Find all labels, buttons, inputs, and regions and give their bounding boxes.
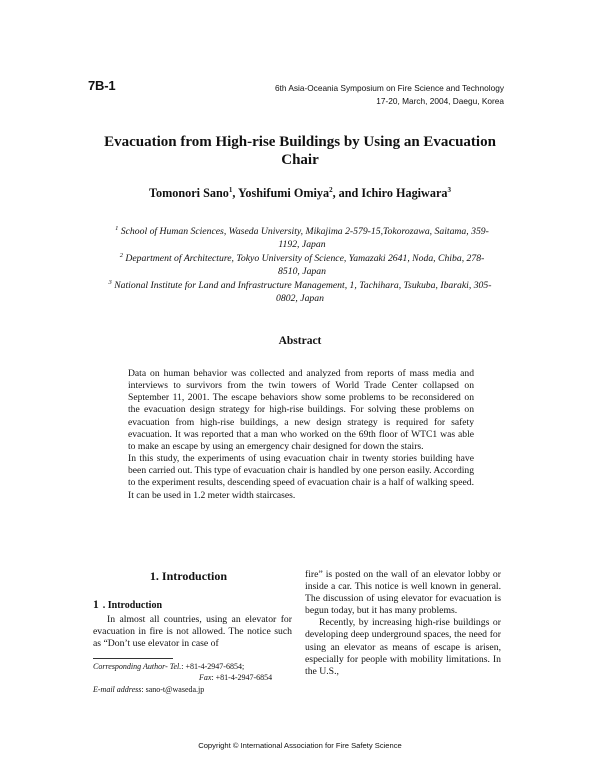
section-heading: 1. Introduction xyxy=(149,569,228,583)
affiliation-text: Department of Architecture, Tokyo University of Science, Yamazaki 2641, Noda, Chiba, 278-8510, Japan xyxy=(125,253,485,278)
footnote-email-row xyxy=(93,684,293,695)
affiliation-text: School of Human Sciences, Waseda University, Mikajima 2-579-15,Tokorozawa, Saitama, 359-1192, Japan xyxy=(120,226,489,251)
footnote-fax-row xyxy=(93,672,293,683)
conference-line-1: 6th Asia-Oceania Symposium on Fire Science and Technology xyxy=(274,83,504,93)
author-name: Ichiro Hagiwara xyxy=(361,186,448,201)
author-sup: 2 xyxy=(329,186,333,194)
affiliation xyxy=(112,222,492,252)
author-separator: , xyxy=(232,186,238,201)
abstract-paragraph: In this study, the experiments of using evacuation chair in twenty stories building have been carried out. This type of evacuation chair is handled by one person easily. According to the experiment results, descending speed of evacuation chair is a half of walking speed. It can be used in 1.2 meter width staircases. xyxy=(128,453,474,501)
subsection-heading xyxy=(93,599,162,611)
fax-value: : +81-4-2947-6854 xyxy=(211,673,273,683)
paper-id: 7B-1 xyxy=(88,78,116,93)
body-paragraph: Recently, by increasing high-rise buildings or developing deep underground spaces, the need for using an elevator as means of escape is arisen, especially for people with mobility limitations. In the U.S., xyxy=(305,617,501,677)
abstract-paragraph: Data on human behavior was collected and analyzed from reports of mass media and interviews to survivors from the twin towers of World Trade Center collapsed on September 11, 2001. The escape behaviors show some problems to be reconsidered on the evacuation design strategy for high-rise buildings. For solving these problems on evacuation from high-rise buildings, a new design strategy is required for safety evacuation. It was reported that a man who worked on the 69th floor of WTC1 was able to make an escape by using an emergency chair designed for down the stairs. xyxy=(128,368,474,452)
author-name: Yoshifumi Omiya xyxy=(237,186,330,201)
affiliation-sup: 1 xyxy=(115,225,119,232)
conference-line-2: 17-20, March, 2004, Daegu, Korea xyxy=(376,95,504,106)
affiliation-text: National Institute for Land and Infrastructure Management, 1, Tachihara, Tsukuba, Ibaraki, 305-0802, Japan xyxy=(114,280,492,305)
abstract-heading: Abstract xyxy=(278,335,322,347)
author-list xyxy=(90,186,510,201)
copyright-footer: Copyright © International Association for Fire Safety Science xyxy=(198,741,402,750)
footnote xyxy=(93,661,293,695)
email-value: : sano-t@waseda.jp xyxy=(141,684,205,694)
affiliation xyxy=(112,249,492,279)
footnote-tel-row xyxy=(93,661,293,672)
author-name: Tomonori Sano xyxy=(149,186,229,201)
body-paragraph: fire” is posted on the wall of an elevator lobby or inside a car. This notice is well known in general. The discussion of using elevator for evacuation is begun today, but it has many problems. xyxy=(305,569,501,617)
email-label: E-mail address xyxy=(93,684,142,694)
left-column-text xyxy=(93,614,292,650)
subsection-number: 1 xyxy=(93,599,99,611)
paper-title: Evacuation from High-rise Buildings by Using an Evacuation Chair xyxy=(104,134,496,168)
author-separator: , and xyxy=(332,186,362,201)
author-sup: 3 xyxy=(447,186,451,194)
footnote-rule xyxy=(93,658,173,659)
affiliation xyxy=(103,276,497,306)
tel-label: Corresponding Author- Tel. xyxy=(93,662,182,671)
right-column-text xyxy=(305,569,501,678)
tel-value: : +81-4-2947-6854; xyxy=(181,662,245,671)
affiliation-sup: 2 xyxy=(119,252,123,259)
fax-label: Fax xyxy=(199,673,212,683)
affiliation-sup: 3 xyxy=(108,279,112,286)
abstract-body xyxy=(128,368,474,502)
subsection-title: . Introduction xyxy=(102,600,163,611)
author-sup: 1 xyxy=(228,186,233,194)
body-paragraph: In almost all countries, using an elevator for evacuation in fire is not allowed. The notice such as “Don’t use elevator in case of xyxy=(93,614,292,650)
conference-info xyxy=(275,82,504,107)
